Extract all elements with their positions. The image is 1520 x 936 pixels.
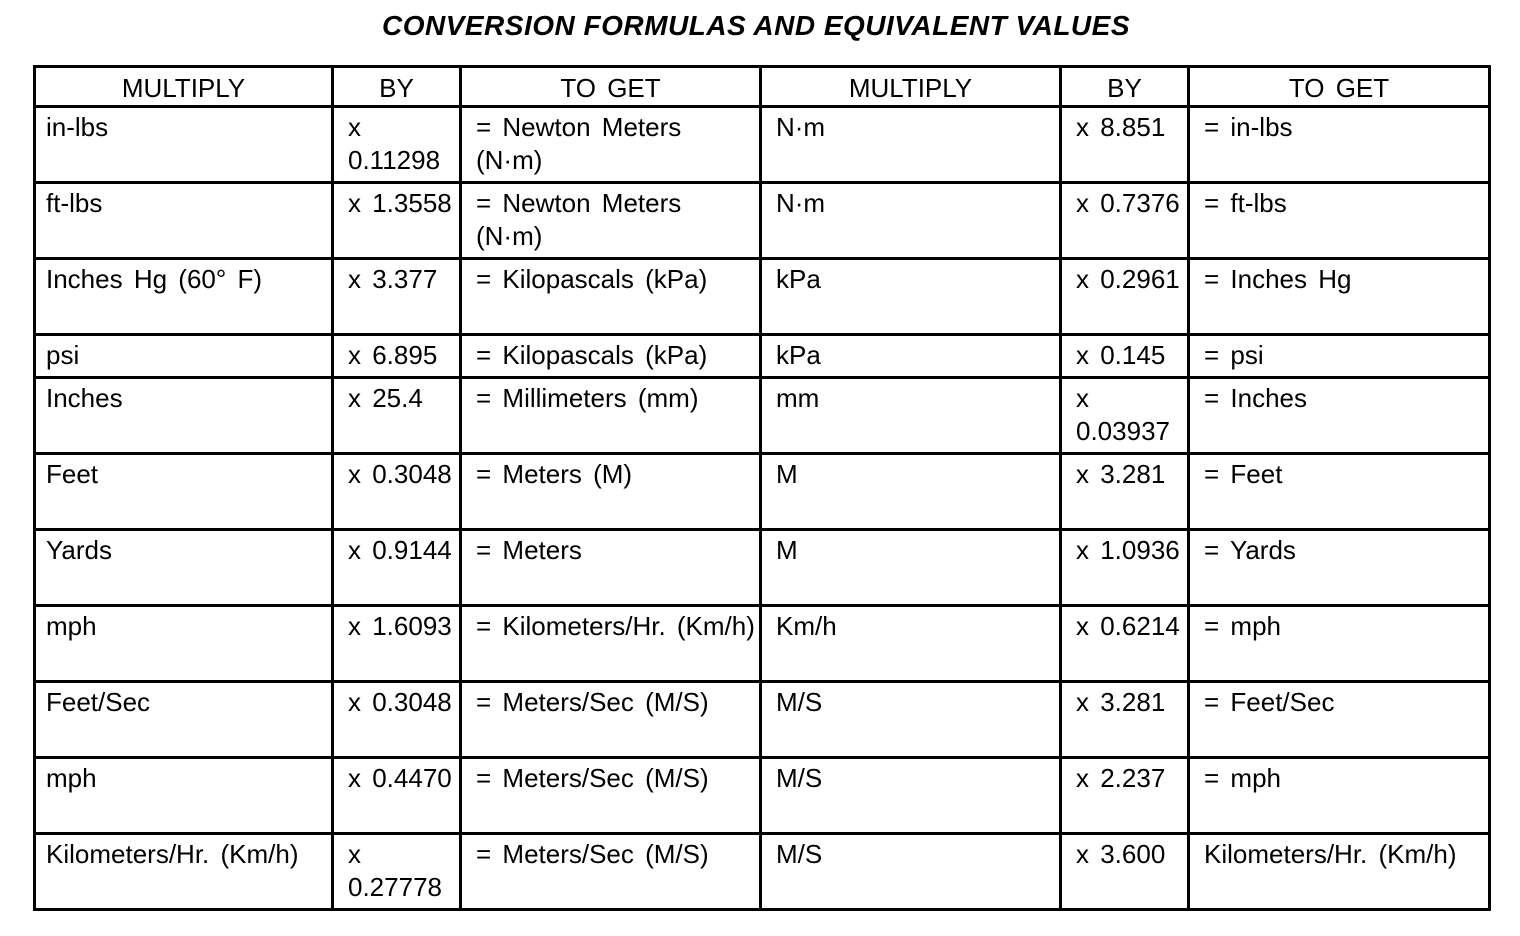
cell-to-get: = Kilopascals (kPa) [461, 259, 761, 335]
cell-multiply-reverse: M/S [761, 834, 1061, 910]
cell-multiply-reverse: kPa [761, 335, 1061, 378]
cell-to-get: = Newton Meters (N·m) [461, 107, 761, 183]
cell-multiply-reverse: M/S [761, 758, 1061, 834]
cell-by-reverse: x 0.2961 [1061, 259, 1189, 335]
cell-to-get: = Kilopascals (kPa) [461, 335, 761, 378]
table-row [35, 834, 1490, 910]
column-header-by-reverse: BY [1061, 67, 1189, 107]
table-row [35, 183, 1490, 259]
cell-to-get: = Meters (M) [461, 454, 761, 530]
cell-multiply: Feet [35, 454, 333, 530]
cell-multiply: psi [35, 335, 333, 378]
cell-to-get: = Meters/Sec (M/S) [461, 834, 761, 910]
cell-multiply: ft-lbs [35, 183, 333, 259]
cell-by-reverse: x 2.237 [1061, 758, 1189, 834]
cell-by: x 6.895 [333, 335, 461, 378]
cell-to-get-reverse: = psi [1189, 335, 1490, 378]
cell-to-get: = Meters [461, 530, 761, 606]
table-row [35, 758, 1490, 834]
cell-by-reverse: x 0.6214 [1061, 606, 1189, 682]
cell-multiply: Inches Hg (60° F) [35, 259, 333, 335]
table-row [35, 606, 1490, 682]
cell-multiply-reverse: M [761, 454, 1061, 530]
cell-to-get-reverse: = in-lbs [1189, 107, 1490, 183]
column-header-by: BY [333, 67, 461, 107]
page-title: CONVERSION FORMULAS AND EQUIVALENT VALUES [381, 10, 1130, 41]
conversion-table [33, 65, 1491, 911]
table-row [35, 682, 1490, 758]
cell-to-get-reverse: Kilometers/Hr. (Km/h) [1189, 834, 1490, 910]
cell-multiply: mph [35, 758, 333, 834]
cell-to-get-reverse: = Inches Hg [1189, 259, 1490, 335]
cell-to-get-reverse: = Yards [1189, 530, 1490, 606]
cell-multiply-reverse: N·m [761, 183, 1061, 259]
cell-to-get-reverse: = Feet/Sec [1189, 682, 1490, 758]
cell-by: x 0.11298 [333, 107, 461, 183]
cell-multiply: Yards [35, 530, 333, 606]
cell-to-get-reverse: = ft-lbs [1189, 183, 1490, 259]
cell-to-get: = Millimeters (mm) [461, 378, 761, 454]
cell-to-get-reverse: = Inches [1189, 378, 1490, 454]
cell-to-get: = Kilometers/Hr. (Km/h) [461, 606, 761, 682]
table-row [35, 530, 1490, 606]
cell-by: x 1.3558 [333, 183, 461, 259]
cell-multiply: in-lbs [35, 107, 333, 183]
cell-to-get-reverse: = Feet [1189, 454, 1490, 530]
cell-by-reverse: x 8.851 [1061, 107, 1189, 183]
cell-by: x 1.6093 [333, 606, 461, 682]
cell-by-reverse: x 3.281 [1061, 454, 1189, 530]
cell-by-reverse: x 0.145 [1061, 335, 1189, 378]
cell-multiply-reverse: mm [761, 378, 1061, 454]
cell-to-get-reverse: = mph [1189, 758, 1490, 834]
column-header-multiply: MULTIPLY [35, 67, 333, 107]
table-row [35, 107, 1490, 183]
cell-by-reverse: x 0.7376 [1061, 183, 1189, 259]
cell-multiply-reverse: N·m [761, 107, 1061, 183]
cell-multiply: mph [35, 606, 333, 682]
table-row [35, 378, 1490, 454]
cell-multiply-reverse: M/S [761, 682, 1061, 758]
cell-by: x 0.4470 [333, 758, 461, 834]
table-header-row [35, 67, 1490, 107]
column-header-multiply-reverse: MULTIPLY [761, 67, 1061, 107]
cell-by-reverse: x 3.600 [1061, 834, 1189, 910]
cell-to-get: = Meters/Sec (M/S) [461, 758, 761, 834]
cell-multiply-reverse: M [761, 530, 1061, 606]
table-row [35, 259, 1490, 335]
column-header-to-get: TO GET [461, 67, 761, 107]
cell-by-reverse: x 1.0936 [1061, 530, 1189, 606]
table-row [35, 335, 1490, 378]
cell-multiply: Inches [35, 378, 333, 454]
cell-by: x 0.3048 [333, 682, 461, 758]
cell-multiply: Feet/Sec [35, 682, 333, 758]
cell-by: x 25.4 [333, 378, 461, 454]
cell-by: x 3.377 [333, 259, 461, 335]
table-row [35, 454, 1490, 530]
column-header-to-get-reverse: TO GET [1189, 67, 1490, 107]
cell-by: x 0.9144 [333, 530, 461, 606]
cell-to-get: = Meters/Sec (M/S) [461, 682, 761, 758]
cell-multiply-reverse: Km/h [761, 606, 1061, 682]
cell-by-reverse: x 0.03937 [1061, 378, 1189, 454]
cell-to-get: = Newton Meters (N·m) [461, 183, 761, 259]
cell-by: x 0.27778 [333, 834, 461, 910]
cell-by-reverse: x 3.281 [1061, 682, 1189, 758]
cell-by: x 0.3048 [333, 454, 461, 530]
cell-multiply-reverse: kPa [761, 259, 1061, 335]
cell-to-get-reverse: = mph [1189, 606, 1490, 682]
cell-multiply: Kilometers/Hr. (Km/h) [35, 834, 333, 910]
